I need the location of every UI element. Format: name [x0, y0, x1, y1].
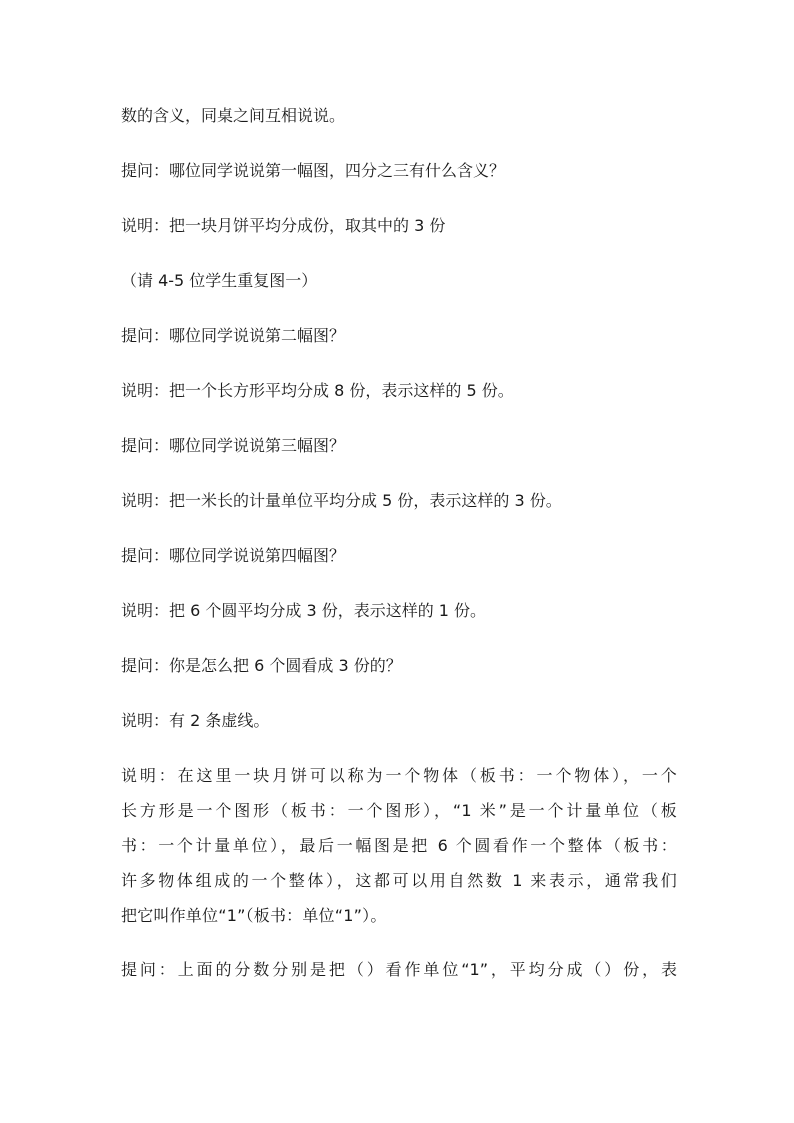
paragraph-4: （请 4-5 位学生重复图一）: [121, 271, 318, 290]
paragraph-explanation-line-5: 把它叫作单位“1”（板书：单位“1”）。: [121, 906, 387, 925]
paragraph-6: 说明：把一个长方形平均分成 8 份，表示这样的 5 份。: [121, 381, 514, 400]
paragraph-5: 提问：哪位同学说说第二幅图？: [121, 326, 346, 345]
paragraph-explanation-line-4: 许多物体组成的一个整体），这都可以用自然数 1 来表示，通常我们: [121, 871, 677, 890]
paragraph-11: 提问：你是怎么把 6 个圆看成 3 份的？: [121, 656, 402, 675]
document-body: [121, 98, 677, 1007]
paragraph-3: 说明：把一块月饼平均分成份，取其中的 3 份: [121, 216, 446, 235]
paragraph-explanation-line-2: 长方形是一个图形（板书：一个图形），“1 米”是一个计量单位（板: [121, 801, 677, 820]
paragraph-12: 说明：有 2 条虚线。: [121, 711, 270, 730]
paragraph-explanation-line-1: 说明：在这里一块月饼可以称为一个物体（板书：一个物体），一个: [121, 766, 677, 785]
paragraph-9: 提问：哪位同学说说第四幅图？: [121, 546, 346, 565]
paragraph-10: 说明：把 6 个圆平均分成 3 份，表示这样的 1 份。: [121, 601, 487, 620]
paragraph-explanation: [121, 758, 677, 933]
paragraph-final: 提问：上面的分数分别是把（）看作单位“1”，平均分成（）份，表: [121, 960, 677, 979]
paragraph-explanation-line-3: 书：一个计量单位），最后一幅图是把 6 个圆看作一个整体（板书：: [121, 836, 677, 855]
paragraph-8: 说明：把一米长的计量单位平均分成 5 份，表示这样的 3 份。: [121, 491, 562, 510]
paragraph-7: 提问：哪位同学说说第三幅图？: [121, 436, 346, 455]
paragraph-2: 提问：哪位同学说说第一幅图，四分之三有什么含义？: [121, 161, 506, 180]
paragraph-1: 数的含义，同桌之间互相说说。: [121, 106, 346, 125]
